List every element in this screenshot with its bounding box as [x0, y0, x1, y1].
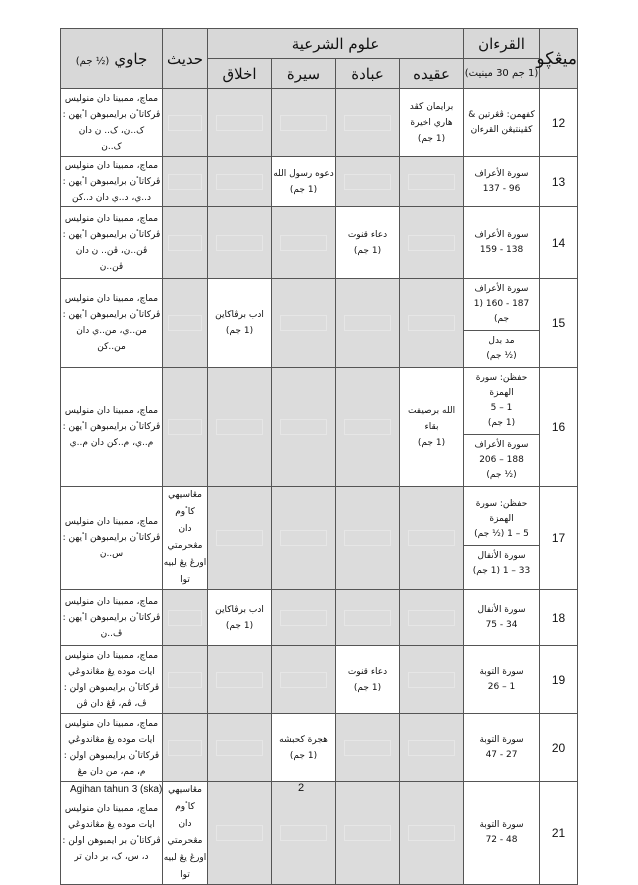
- cell-line: دعوه رسول الله: [273, 168, 334, 179]
- empty-field: [408, 235, 455, 251]
- cell-line: حفظن: سورة الهمزة: [475, 499, 528, 524]
- cell-line: (1 جم): [417, 133, 446, 144]
- aqidah-cell: [400, 782, 464, 885]
- hadith-header: حديث: [163, 29, 208, 89]
- cell-line: ڤركاتاٴن برايمبوهن اولن :: [63, 750, 160, 761]
- quran-part: [464, 494, 539, 545]
- aqidah-cell: [400, 207, 464, 279]
- cell-line: ڤركاتاٴن برايمبوهن اٴيهن :: [62, 310, 161, 320]
- table-row: [61, 646, 578, 714]
- empty-field: [216, 115, 263, 131]
- cell-line: سورة الأعراف: [474, 284, 529, 294]
- cell-line: ڤركاتاٴن برايمبوهن اولن :: [63, 682, 160, 693]
- jawi-title: جاوي: [114, 50, 148, 68]
- week-number: 20: [540, 714, 578, 782]
- aqidah-cell: [400, 646, 464, 714]
- empty-field: [344, 825, 391, 841]
- jawi-cell: [61, 157, 163, 207]
- cell-line: (½ جم): [486, 351, 517, 361]
- aqidah-cell: [400, 487, 464, 590]
- cell-line: 33 – 1 (1 جم): [472, 566, 531, 576]
- empty-field: [216, 672, 263, 688]
- ibadah-cell: [336, 279, 400, 368]
- jawi-cell: [61, 714, 163, 782]
- cell-line: (1 جم): [353, 245, 382, 256]
- cell-line: ڤركاتاٴن برايمبوهن اٴيهن :: [62, 533, 161, 543]
- hadith-cell: [163, 89, 208, 157]
- empty-field: [408, 825, 455, 841]
- quran-duration: (1 جم 30 مينيت): [464, 59, 540, 89]
- cell-line: سورة الأعراف: [474, 168, 529, 179]
- cell-line: سورة التوبة: [479, 734, 524, 745]
- jawi-cell: [61, 590, 163, 646]
- akhlaq-cell: [208, 279, 272, 368]
- cell-line: م..ي، م..كن دان م..ي: [69, 438, 154, 448]
- empty-field: [168, 115, 202, 131]
- cell-line: ايات موده يڠ مڠاندوڠي: [68, 820, 155, 830]
- cell-line: كڤينتيڠن القرءان: [470, 124, 533, 135]
- empty-field: [280, 610, 327, 626]
- cell-line: 48 - 72: [485, 835, 518, 845]
- cell-line: س..ن: [99, 549, 124, 559]
- cell-line: (1 جم): [487, 418, 516, 428]
- quran-cell: [464, 89, 540, 157]
- aqidah-cell: [400, 714, 464, 782]
- ibadah-header: عبادة: [336, 59, 400, 89]
- week-number: 12: [540, 89, 578, 157]
- empty-field: [168, 610, 202, 626]
- ibadah-cell: [336, 157, 400, 207]
- empty-field: [344, 115, 391, 131]
- cell-line: ڤركاتاٴن برايمبوهن اٴيهن :: [62, 612, 161, 623]
- quran-cell: [464, 714, 540, 782]
- table-row: [61, 279, 578, 368]
- cell-line: (1 جم): [289, 750, 318, 761]
- cell-line: 138 - 159: [479, 244, 524, 255]
- table-body: [61, 89, 578, 885]
- akhlaq-cell: [208, 782, 272, 885]
- cell-line: ڤ..ن: [100, 628, 123, 639]
- empty-field: [344, 530, 391, 546]
- table-row: [61, 207, 578, 279]
- week-number: 16: [540, 368, 578, 487]
- cell-line: 34 - 75: [485, 619, 518, 630]
- quran-cell: [464, 782, 540, 885]
- quran-cell: [464, 646, 540, 714]
- empty-field: [408, 740, 455, 756]
- cell-line: دعاء قنوت: [347, 229, 388, 240]
- week-header: ميڠڮو: [540, 29, 578, 89]
- cell-line: مماچ، ممبينا دان منوليس: [64, 406, 159, 416]
- cell-line: 187 - 160 (1 جم): [473, 299, 530, 324]
- empty-field: [344, 315, 391, 331]
- weekly-plan-table: [60, 28, 578, 885]
- hadith-cell: [163, 279, 208, 368]
- cell-line: الله برصيفت: [407, 406, 456, 416]
- cell-line: ايات موده يڠ مڠاندوڠي: [68, 734, 155, 745]
- cell-line: مماچ، ممبينا دان منوليس: [64, 804, 159, 814]
- empty-field: [280, 235, 327, 251]
- ibadah-cell: [336, 368, 400, 487]
- cell-line: ادب برڤاكاين: [215, 604, 264, 615]
- empty-field: [280, 115, 327, 131]
- week-number: 13: [540, 157, 578, 207]
- cell-line: ادب برڤاكاين: [215, 310, 264, 320]
- jawi-cell: [61, 279, 163, 368]
- empty-field: [344, 419, 391, 435]
- akhlaq-cell: [208, 487, 272, 590]
- cell-line: برايمان كڤد: [409, 101, 454, 112]
- sirah-cell: [272, 782, 336, 885]
- cell-line: مماچ، ممبينا دان منوليس: [64, 718, 159, 729]
- cell-line: دعاء قنوت: [347, 666, 388, 677]
- table-row: [61, 89, 578, 157]
- hadith-cell: [163, 646, 208, 714]
- cell-line: د..ي، د..ي دان د..كن: [71, 192, 152, 203]
- sirah-cell: [272, 590, 336, 646]
- hadith-cell: [163, 487, 208, 590]
- sirah-cell: [272, 368, 336, 487]
- empty-field: [168, 740, 202, 756]
- jawi-cell: [61, 89, 163, 157]
- cell-line: ڤركاتاٴن برايمبوهن اٴيهن :: [62, 229, 161, 240]
- empty-field: [344, 740, 391, 756]
- week-number: 15: [540, 279, 578, 368]
- cell-line: 96 - 137: [482, 183, 521, 194]
- akhlaq-cell: [208, 590, 272, 646]
- table-row: [61, 157, 578, 207]
- cell-line: ک..ن: [101, 141, 122, 152]
- aqidah-cell: [400, 279, 464, 368]
- quran-part: [464, 368, 539, 434]
- empty-field: [216, 235, 263, 251]
- jawi-cell: [61, 487, 163, 590]
- empty-field: [408, 672, 455, 688]
- empty-field: [216, 419, 263, 435]
- cell-line: 1 – 26: [487, 681, 516, 692]
- ibadah-cell: [336, 590, 400, 646]
- hadith-cell: [163, 157, 208, 207]
- ulum-header: علوم الشرعية: [208, 29, 464, 59]
- week-number: 21: [540, 782, 578, 885]
- cell-line: مماچ، ممبينا دان منوليس: [64, 596, 159, 607]
- cell-line: سورة الأنفال: [477, 551, 526, 561]
- akhlaq-cell: [208, 646, 272, 714]
- cell-line: (1 جم): [353, 682, 382, 693]
- sirah-cell: [272, 279, 336, 368]
- hadith-cell: [163, 714, 208, 782]
- jawi-cell: [61, 646, 163, 714]
- cell-line: م، مم، من دان مڠ: [77, 766, 146, 777]
- cell-line: (1 جم): [417, 438, 446, 448]
- cell-line: من..ي، من..ي دان: [76, 326, 147, 336]
- cell-line: سورة الأعراف: [474, 440, 529, 450]
- cell-line: دان مڠحرمتي: [167, 524, 203, 551]
- quran-cell: [464, 279, 540, 368]
- cell-line: من..كن: [97, 342, 126, 352]
- cell-line: اورڠ يڠ لبيه توا: [163, 558, 207, 585]
- table-row: [61, 590, 578, 646]
- cell-line: ڤركاتاٴن برايمبوهن اٴيهن :: [62, 176, 161, 187]
- aqidah-cell: [400, 157, 464, 207]
- cell-line: ڤ، ڤم، ڤڠ دان ڤن: [76, 698, 147, 709]
- page-number: 2: [298, 782, 305, 794]
- empty-field: [344, 610, 391, 626]
- jawi-header: [61, 29, 163, 89]
- aqidah-cell: [400, 590, 464, 646]
- cell-line: 188 – 206: [479, 455, 524, 465]
- cell-line: سورة التوبة: [479, 666, 524, 677]
- footer-label: Agihan tahun 3 (ska): [70, 784, 163, 795]
- empty-field: [280, 672, 327, 688]
- ibadah-cell: [336, 714, 400, 782]
- cell-line: (1 جم): [225, 326, 254, 336]
- week-number: 18: [540, 590, 578, 646]
- cell-line: ڤن..ن: [99, 261, 124, 272]
- cell-line: مماچ، ممبينا دان منوليس: [64, 160, 159, 171]
- empty-field: [280, 315, 327, 331]
- cell-line: مد بدل: [488, 336, 515, 346]
- sirah-cell: [272, 646, 336, 714]
- quran-cell: [464, 368, 540, 487]
- quran-cell: [464, 157, 540, 207]
- quran-part: [464, 330, 539, 367]
- cell-line: حفظن: سورة الهمزة: [475, 373, 528, 398]
- cell-line: سورة التوبة: [479, 820, 524, 830]
- empty-field: [216, 740, 263, 756]
- cell-line: مماچ، ممبينا دان منوليس: [64, 294, 159, 304]
- sirah-cell: [272, 714, 336, 782]
- sirah-cell: [272, 207, 336, 279]
- empty-field: [408, 610, 455, 626]
- empty-field: [408, 174, 455, 190]
- cell-line: مماچ، ممبينا دان منوليس: [64, 517, 159, 527]
- empty-field: [408, 315, 455, 331]
- hadith-cell: [163, 782, 208, 885]
- cell-line: د، س، ک، بر دان تر: [74, 852, 149, 862]
- sirah-header: سيرة: [272, 59, 336, 89]
- cell-line: ڤركاتاٴن بر ايمبوهن اولن :: [62, 836, 161, 846]
- week-number: 14: [540, 207, 578, 279]
- empty-field: [344, 174, 391, 190]
- akhlaq-header: اخلاق: [208, 59, 272, 89]
- ibadah-cell: [336, 646, 400, 714]
- empty-field: [408, 530, 455, 546]
- empty-field: [280, 825, 327, 841]
- cell-line: (1 جم): [289, 184, 318, 195]
- quran-cell: [464, 487, 540, 590]
- cell-line: مڠاسيهي كاٴوم: [168, 785, 202, 812]
- quran-part: [464, 545, 539, 582]
- cell-line: 5 – 1 (½ جم): [474, 529, 529, 539]
- cell-line: دان مڠحرمتي: [167, 819, 203, 846]
- ibadah-cell: [336, 89, 400, 157]
- ibadah-cell: [336, 487, 400, 590]
- akhlaq-cell: [208, 207, 272, 279]
- cell-line: مماچ، ممبينا دان منوليس: [64, 650, 159, 661]
- week-number: 19: [540, 646, 578, 714]
- table-row: [61, 782, 578, 885]
- cell-line: (½ جم): [486, 470, 517, 480]
- cell-line: هجرة كحبشه: [279, 734, 328, 745]
- hadith-cell: [163, 590, 208, 646]
- empty-field: [280, 419, 327, 435]
- quran-part: [464, 279, 539, 330]
- hadith-cell: [163, 207, 208, 279]
- cell-line: ڤركاتاٴن برايمبوهن اٴيهن :: [62, 422, 161, 432]
- aqidah-cell: [400, 89, 464, 157]
- ibadah-cell: [336, 207, 400, 279]
- cell-line: 27 - 47: [485, 749, 518, 760]
- empty-field: [216, 174, 263, 190]
- empty-field: [168, 672, 202, 688]
- table-row: [61, 714, 578, 782]
- empty-field: [280, 530, 327, 546]
- sirah-cell: [272, 487, 336, 590]
- empty-field: [168, 174, 202, 190]
- cell-line: مڠاسيهي كاٴوم: [168, 490, 202, 517]
- empty-field: [216, 825, 263, 841]
- akhlaq-cell: [208, 89, 272, 157]
- cell-line: كفهمن: ڤڠرتين &: [468, 109, 535, 120]
- sirah-cell: [272, 157, 336, 207]
- cell-line: سورة الأنفال: [477, 604, 526, 615]
- ibadah-cell: [336, 782, 400, 885]
- jawi-duration: (½ جم): [75, 56, 110, 67]
- cell-line: (1 جم): [225, 620, 254, 631]
- hadith-cell: [163, 368, 208, 487]
- quran-cell: [464, 590, 540, 646]
- sirah-cell: [272, 89, 336, 157]
- cell-line: ايات موده يڠ مڠاندوڠي: [68, 666, 155, 677]
- akhlaq-cell: [208, 714, 272, 782]
- week-number: 17: [540, 487, 578, 590]
- akhlaq-cell: [208, 368, 272, 487]
- aqidah-cell: [400, 368, 464, 487]
- cell-line: سورة الأعراف: [474, 229, 529, 240]
- cell-line: بقاء: [424, 422, 439, 432]
- jawi-cell: [61, 207, 163, 279]
- cell-line: اورڠ يڠ لبيه توا: [163, 853, 207, 880]
- cell-line: 1 – 5: [490, 403, 513, 413]
- empty-field: [168, 315, 202, 331]
- jawi-cell: [61, 368, 163, 487]
- cell-line: ڤركاتاٴن برايمبوهن اٴيهن :: [62, 109, 161, 120]
- empty-field: [168, 419, 202, 435]
- table-row: [61, 368, 578, 487]
- quran-part: [464, 434, 539, 486]
- table-row: [61, 487, 578, 590]
- cell-line: مماچ، ممبينا دان منوليس: [64, 213, 159, 224]
- empty-field: [216, 530, 263, 546]
- cell-line: هاري اخيرة: [410, 117, 453, 128]
- quran-header: القرءان: [464, 29, 540, 59]
- empty-field: [168, 235, 202, 251]
- jawi-cell: [61, 782, 163, 885]
- cell-line: ڤن..ن، ڤن.. ن دان: [75, 245, 148, 256]
- akhlaq-cell: [208, 157, 272, 207]
- cell-line: ک..ن، ک.. ن دان: [78, 125, 145, 136]
- aqidah-header: عقيده: [400, 59, 464, 89]
- quran-cell: [464, 207, 540, 279]
- cell-line: مماچ، ممبينا دان منوليس: [64, 93, 159, 104]
